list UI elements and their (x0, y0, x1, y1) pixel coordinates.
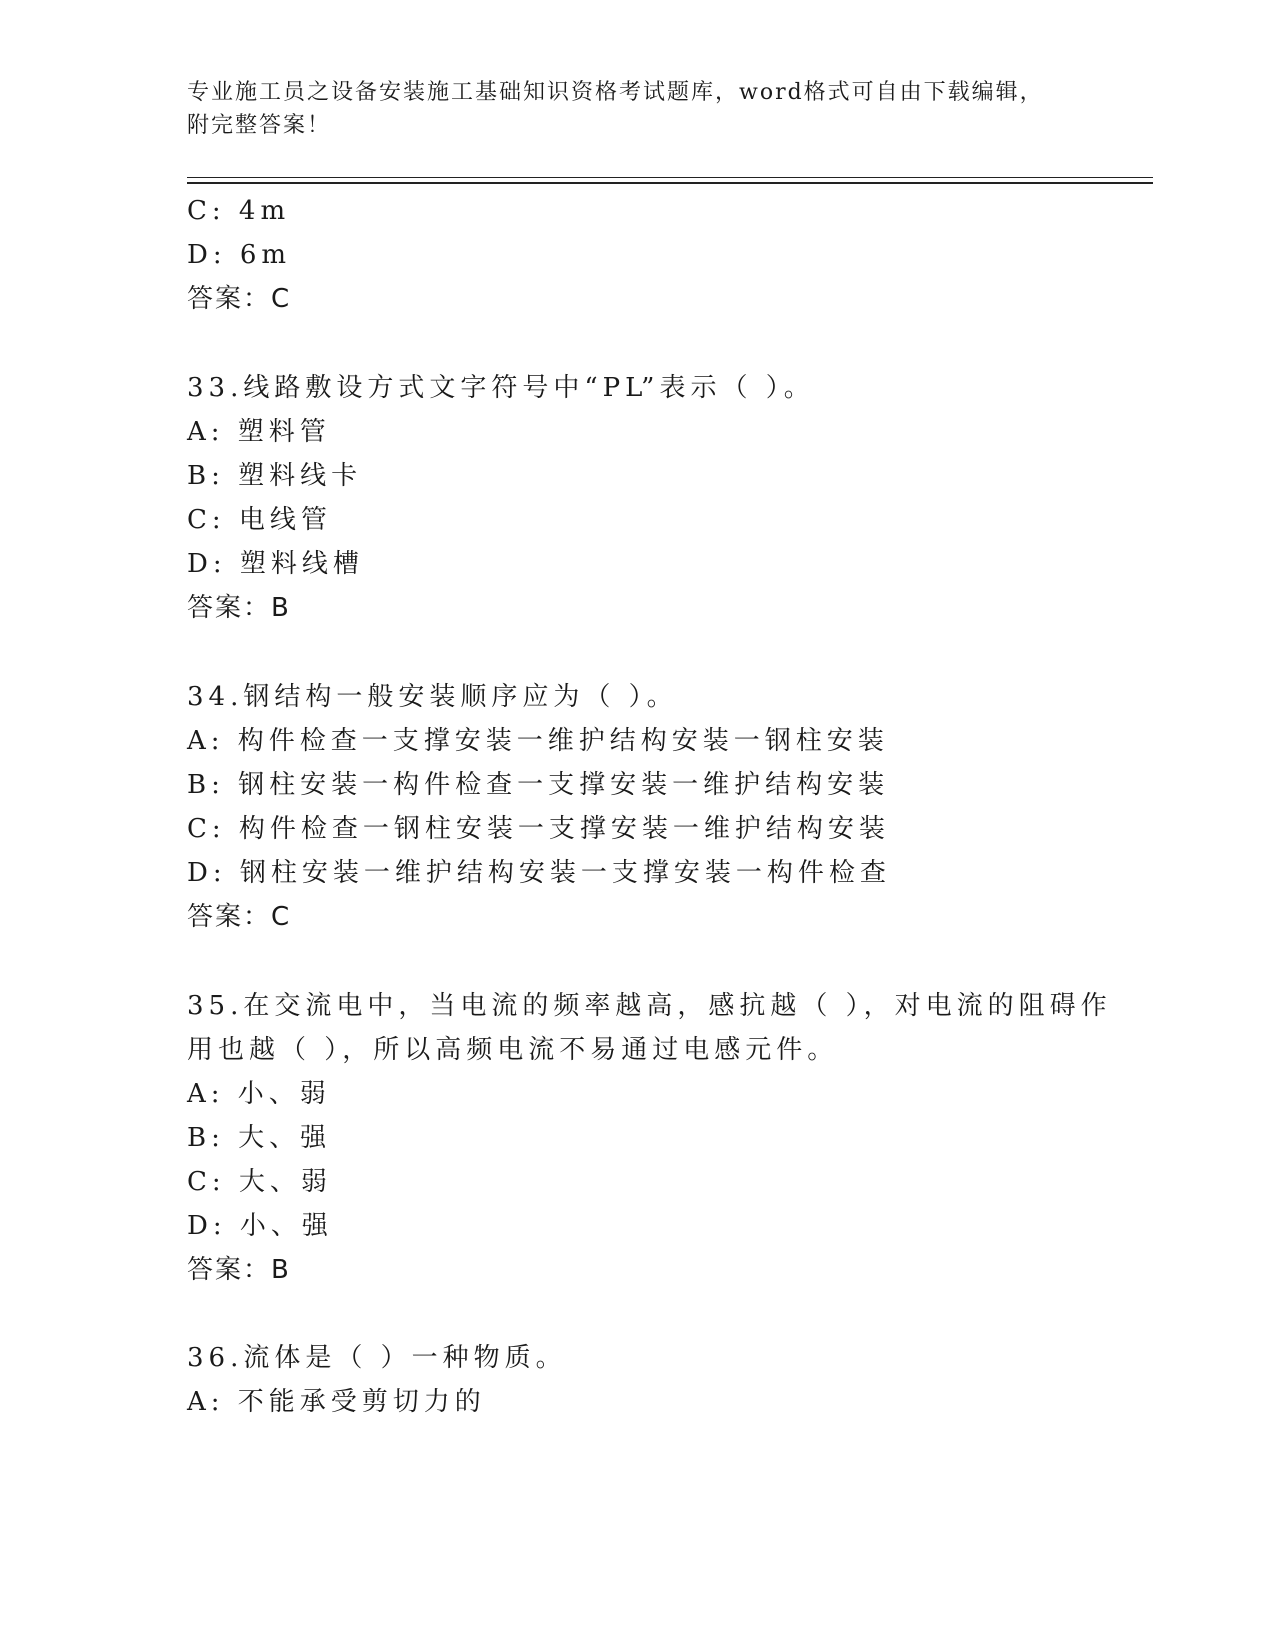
question-33-option-d: D: 塑料线槽 (187, 549, 364, 579)
question-33-option-a: A: 塑料管 (187, 417, 331, 447)
question-34-option-a: A: 构件检查一支撑安装一维护结构安装一钢柱安装 (187, 726, 889, 756)
option-c: C: 4m (187, 196, 291, 226)
question-35-option-a: A: 小、弱 (187, 1079, 331, 1109)
question-34-option-b: B: 钢柱安装一构件检查一支撑安装一维护结构安装 (187, 770, 890, 800)
question-35-option-d: D: 小、强 (187, 1211, 333, 1241)
question-35-option-c: C: 大、弱 (187, 1167, 332, 1197)
question-36-option-a: A: 不能承受剪切力的 (187, 1387, 486, 1417)
question-33-option-c: C: 电线管 (187, 505, 332, 535)
question-35-answer: 答案：B (187, 1255, 291, 1285)
question-35-option-b: B: 大、强 (187, 1123, 332, 1153)
answer-label: 答案：C (187, 284, 292, 314)
header-line-1: 专业施工员之设备安装施工基础知识资格考试题库，word格式可自由下载编辑， (187, 80, 1044, 105)
option-d: D: 6m (187, 240, 292, 270)
question-36-stem: 36.流体是（ ）一种物质。 (187, 1343, 567, 1373)
question-34-stem: 34.钢结构一般安装顺序应为（ ）。 (187, 682, 678, 712)
question-34-option-d: D: 钢柱安装一维护结构安装一支撑安装一构件检查 (187, 858, 891, 888)
header-line-2: 附完整答案！ (187, 113, 332, 138)
header-rule-thin (187, 177, 1153, 178)
question-33-option-b: B: 塑料线卡 (187, 461, 363, 491)
header-rule-thick (187, 182, 1153, 184)
question-33-answer: 答案：B (187, 593, 291, 623)
question-35-stem-line-2: 用也越（ ），所以高频电流不易通过电感元件。 (187, 1035, 839, 1065)
document-header (187, 76, 1087, 142)
question-34-answer: 答案：C (187, 902, 292, 932)
question-34-option-c: C: 构件检查一钢柱安装一支撑安装一维护结构安装 (187, 814, 890, 844)
question-33-stem: 33.线路敷设方式文字符号中“PL”表示（ ）。 (187, 373, 815, 403)
question-35-stem-line-1: 35.在交流电中，当电流的频率越高，感抗越（ ），对电流的阻碍作 (187, 991, 1112, 1021)
